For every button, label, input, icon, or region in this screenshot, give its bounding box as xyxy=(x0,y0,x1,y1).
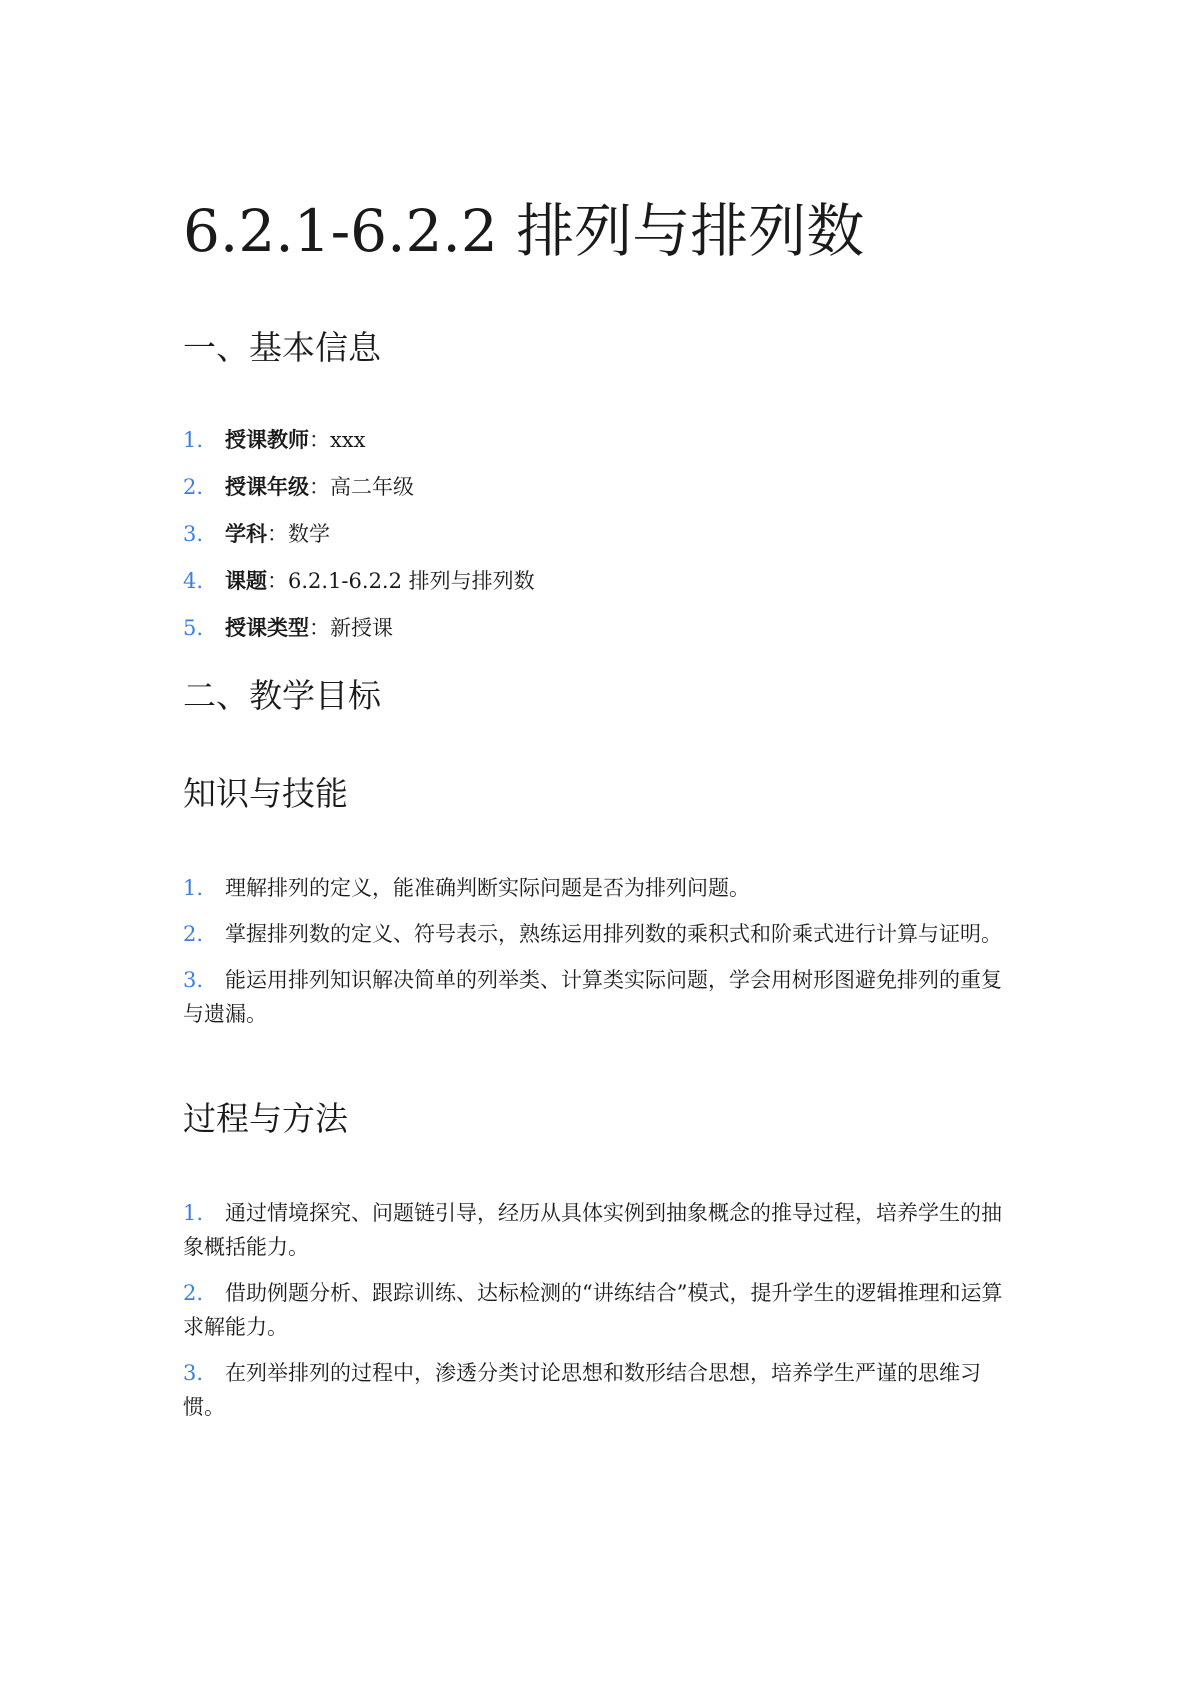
info-label: 授课年级 xyxy=(225,474,309,499)
list-item xyxy=(183,611,1013,645)
goal-text: 理解排列的定义，能准确判断实际问题是否为排列问题。 xyxy=(225,876,750,900)
goal-text: 掌握排列数的定义、符号表示，熟练运用排列数的乘积式和阶乘式进行计算与证明。 xyxy=(225,922,1002,946)
info-value: 高二年级 xyxy=(330,475,414,499)
info-label: 课题 xyxy=(225,568,267,593)
list-number: 1. xyxy=(183,428,204,452)
info-separator: ： xyxy=(267,569,288,593)
list-number: 1. xyxy=(183,1201,204,1225)
knowledge-goals-list xyxy=(183,871,1013,1043)
list-item xyxy=(183,470,1013,504)
list-number: 2. xyxy=(183,922,204,946)
info-separator: ： xyxy=(309,475,330,499)
section-heading-basic-info: 一、基本信息 xyxy=(183,328,381,367)
list-number: 2. xyxy=(183,475,204,499)
info-separator: ： xyxy=(267,522,288,546)
list-number: 3. xyxy=(183,968,204,992)
list-number: 3. xyxy=(183,522,204,546)
info-separator: ： xyxy=(309,616,330,640)
info-value: 数学 xyxy=(288,522,330,546)
info-label: 学科 xyxy=(225,521,267,546)
subsection-heading-knowledge: 知识与技能 xyxy=(183,774,348,813)
info-value: 新授课 xyxy=(330,616,393,640)
subsection-heading-process: 过程与方法 xyxy=(183,1099,348,1138)
goal-text: 通过情境探究、问题链引导，经历从具体实例到抽象概念的推导过程，培养学生的抽象概括能力。 xyxy=(183,1201,1002,1259)
info-label: 授课教师 xyxy=(225,427,309,452)
list-item xyxy=(183,517,1013,551)
process-goals-list xyxy=(183,1196,1013,1436)
list-number: 2. xyxy=(183,1281,204,1305)
info-separator: ： xyxy=(309,428,330,452)
document-title: 6.2.1-6.2.2 排列与排列数 xyxy=(183,197,865,265)
list-item xyxy=(183,1276,1013,1344)
list-item xyxy=(183,423,1013,457)
list-item xyxy=(183,564,1013,598)
list-number: 4. xyxy=(183,569,204,593)
info-value: xxx xyxy=(330,428,366,452)
goal-text: 在列举排列的过程中，渗透分类讨论思想和数形结合思想，培养学生严谨的思维习惯。 xyxy=(183,1361,981,1419)
list-number: 5. xyxy=(183,616,204,640)
basic-info-list xyxy=(183,423,1013,658)
list-number: 1. xyxy=(183,876,204,900)
goal-text: 能运用排列知识解决简单的列举类、计算类实际问题，学会用树形图避免排列的重复与遗漏。 xyxy=(183,968,1002,1026)
list-item xyxy=(183,917,1013,951)
info-value: 6.2.1-6.2.2 排列与排列数 xyxy=(288,569,535,593)
goal-text: 借助例题分析、跟踪训练、达标检测的“讲练结合”模式，提升学生的逻辑推理和运算求解能力。 xyxy=(183,1281,1003,1339)
list-item xyxy=(183,1196,1013,1264)
list-number: 3. xyxy=(183,1361,204,1385)
section-heading-teaching-goals: 二、教学目标 xyxy=(183,676,381,715)
list-item xyxy=(183,1356,1013,1424)
list-item xyxy=(183,963,1013,1031)
info-label: 授课类型 xyxy=(225,615,309,640)
list-item xyxy=(183,871,1013,905)
